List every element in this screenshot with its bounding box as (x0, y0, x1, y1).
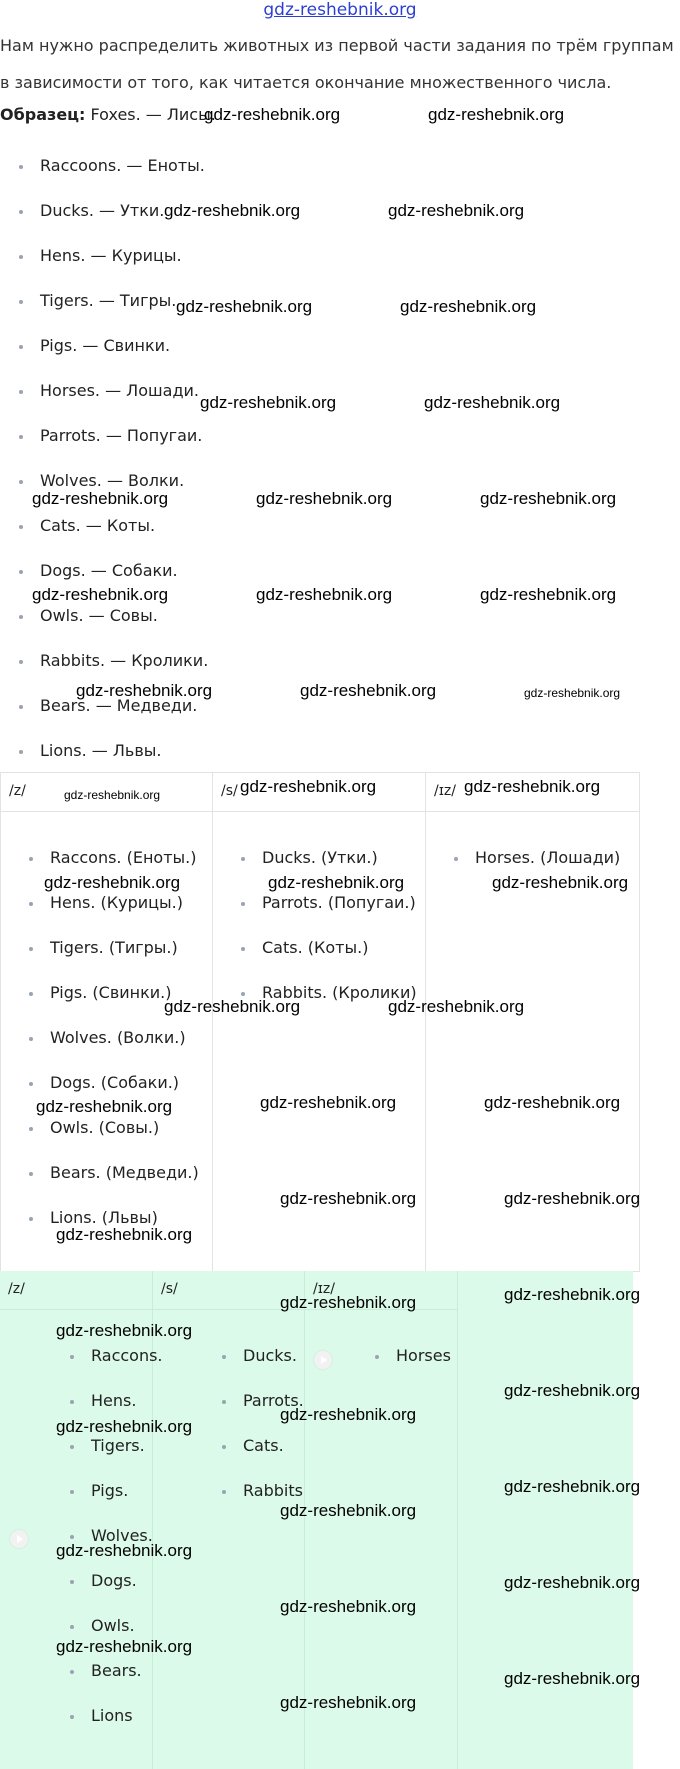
animal-item: Rabbits. — Кролики. (40, 649, 208, 673)
sample-line (0, 101, 216, 129)
list-item: Cats. (243, 1434, 284, 1458)
list-item: Ducks. (Утки.) (262, 846, 378, 870)
site-header-link[interactable]: gdz-reshebnik.org (263, 0, 417, 20)
list-item: Bears. (Медведи.) (50, 1161, 199, 1185)
watermark: gdz-reshebnik.org (280, 1693, 417, 1712)
watermark: gdz-reshebnik.org (480, 585, 617, 604)
watermark: gdz-reshebnik.org (56, 1541, 193, 1560)
list-item: Owls. (Совы.) (50, 1116, 159, 1140)
watermark: gdz-reshebnik.org (164, 997, 301, 1016)
watermark: gdz-reshebnik.org (504, 1285, 641, 1304)
watermark: gdz-reshebnik.org (240, 777, 377, 796)
list-item: Tigers. (Тигры.) (50, 936, 178, 960)
list-item: Bears. (91, 1659, 142, 1683)
list-item: Owls. (91, 1614, 135, 1638)
list-item: Hens. (Курицы.) (50, 891, 183, 915)
sample-label: Образец: (0, 105, 86, 124)
list-item: Tigers. (91, 1434, 145, 1458)
watermark: gdz-reshebnik.org (56, 1321, 193, 1340)
intro-text (0, 27, 680, 101)
table-column-z (0, 1271, 163, 1769)
column-header-iz: /ɪz/ (313, 1281, 335, 1297)
animal-item: Lions. — Львы. (40, 739, 162, 763)
play-icon (10, 1530, 28, 1548)
watermark: gdz-reshebnik.org (260, 1093, 397, 1112)
animal-item: Wolves. — Волки. (40, 469, 184, 493)
animal-item: Hens. — Курицы. (40, 244, 182, 268)
list-item: Pigs. (91, 1479, 128, 1503)
watermark: gdz-reshebnik.org (56, 1225, 193, 1244)
list-item: Lions. (Львы) (50, 1206, 158, 1230)
watermark: gdz-reshebnik.org (204, 105, 341, 124)
list-item: Parrots. (243, 1389, 304, 1413)
watermark: gdz-reshebnik.org (504, 1189, 641, 1208)
list-item: Pigs. (Свинки.) (50, 981, 172, 1005)
sample-text: Foxes. — Лисы. (90, 105, 216, 124)
animal-item: Bears. — Медведи. (40, 694, 197, 718)
list-item: Raccons. (Еноты.) (50, 846, 196, 870)
header-label: /s/ (221, 783, 238, 799)
watermark: gdz-reshebnik.org (280, 1597, 417, 1616)
list-item: Wolves. (91, 1524, 153, 1548)
list-item: Ducks. (243, 1344, 297, 1368)
column-header-z: /z/ (8, 1281, 25, 1297)
animal-item: Parrots. — Попугаи. (40, 424, 202, 448)
list-item: Parrots. (Попугаи.) (262, 891, 416, 915)
animal-item: Cats. — Коты. (40, 514, 155, 538)
list-item: Cats. (Коты.) (262, 936, 368, 960)
watermark: gdz-reshebnik.org (256, 489, 393, 508)
watermark: gdz-reshebnik.org (428, 105, 565, 124)
watermark: gdz-reshebnik.org (280, 1293, 417, 1312)
list-item: Dogs. (91, 1569, 137, 1593)
watermark: gdz-reshebnik.org (44, 873, 181, 892)
list-item: Horses. (Лошади) (475, 846, 620, 870)
watermark: gdz-reshebnik.org (32, 585, 169, 604)
watermark: gdz-reshebnik.org (36, 1097, 173, 1116)
animal-item: Horses. — Лошади. (40, 379, 199, 403)
watermark: gdz-reshebnik.org (280, 1405, 417, 1424)
watermark: gdz-reshebnik.org (504, 1381, 641, 1400)
watermark: gdz-reshebnik.org (480, 489, 617, 508)
watermark: gdz-reshebnik.org (504, 1669, 641, 1688)
list-item: Wolves. (Волки.) (50, 1026, 186, 1050)
watermark: gdz-reshebnik.org (388, 997, 525, 1016)
animal-item: Ducks. — Утки. (40, 199, 164, 223)
header-label: /ɪz/ (434, 783, 456, 799)
column-header-s: /s/ (161, 1281, 178, 1297)
watermark: gdz-reshebnik.org (280, 1501, 417, 1520)
watermark: gdz-reshebnik.org (64, 788, 161, 802)
watermark: gdz-reshebnik.org (492, 873, 629, 892)
list-item: Hens. (91, 1389, 136, 1413)
site-header (0, 0, 680, 20)
watermark: gdz-reshebnik.org (524, 686, 621, 700)
list-item: Dogs. (Собаки.) (50, 1071, 179, 1095)
watermark: gdz-reshebnik.org (32, 489, 169, 508)
watermark: gdz-reshebnik.org (388, 201, 525, 220)
animal-item: Dogs. — Собаки. (40, 559, 178, 583)
animal-item: Tigers. — Тигры. (40, 289, 176, 313)
watermark: gdz-reshebnik.org (164, 201, 301, 220)
animal-item: Pigs. — Свинки. (40, 334, 170, 358)
animal-item: Raccoons. — Еноты. (40, 154, 205, 178)
watermark: gdz-reshebnik.org (504, 1573, 641, 1592)
watermark: gdz-reshebnik.org (76, 681, 213, 700)
intro-line-2: в зависимости от того, как читается окончание множественного числа. (0, 73, 612, 92)
intro-line-1: Нам нужно распределить животных из первой части задания по трём группам (0, 36, 674, 55)
list-item: Horses (396, 1344, 451, 1368)
watermark: gdz-reshebnik.org (400, 297, 537, 316)
watermark: gdz-reshebnik.org (200, 393, 337, 412)
list-item: Rabbits. (Кролики) (262, 981, 417, 1005)
watermark: gdz-reshebnik.org (256, 585, 393, 604)
play-icon (314, 1351, 332, 1369)
watermark: gdz-reshebnik.org (464, 777, 601, 796)
watermark: gdz-reshebnik.org (56, 1637, 193, 1656)
list-item: Lions (91, 1704, 133, 1728)
watermark: gdz-reshebnik.org (56, 1417, 193, 1436)
watermark: gdz-reshebnik.org (176, 297, 313, 316)
list-item: Raccons. (91, 1344, 163, 1368)
watermark: gdz-reshebnik.org (504, 1477, 641, 1496)
watermark: gdz-reshebnik.org (300, 681, 437, 700)
animal-item: Owls. — Совы. (40, 604, 158, 628)
list-item: Rabbits (243, 1479, 303, 1503)
watermark: gdz-reshebnik.org (268, 873, 405, 892)
watermark: gdz-reshebnik.org (280, 1189, 417, 1208)
watermark: gdz-reshebnik.org (484, 1093, 621, 1112)
header-label: /z/ (9, 783, 26, 799)
watermark: gdz-reshebnik.org (424, 393, 561, 412)
